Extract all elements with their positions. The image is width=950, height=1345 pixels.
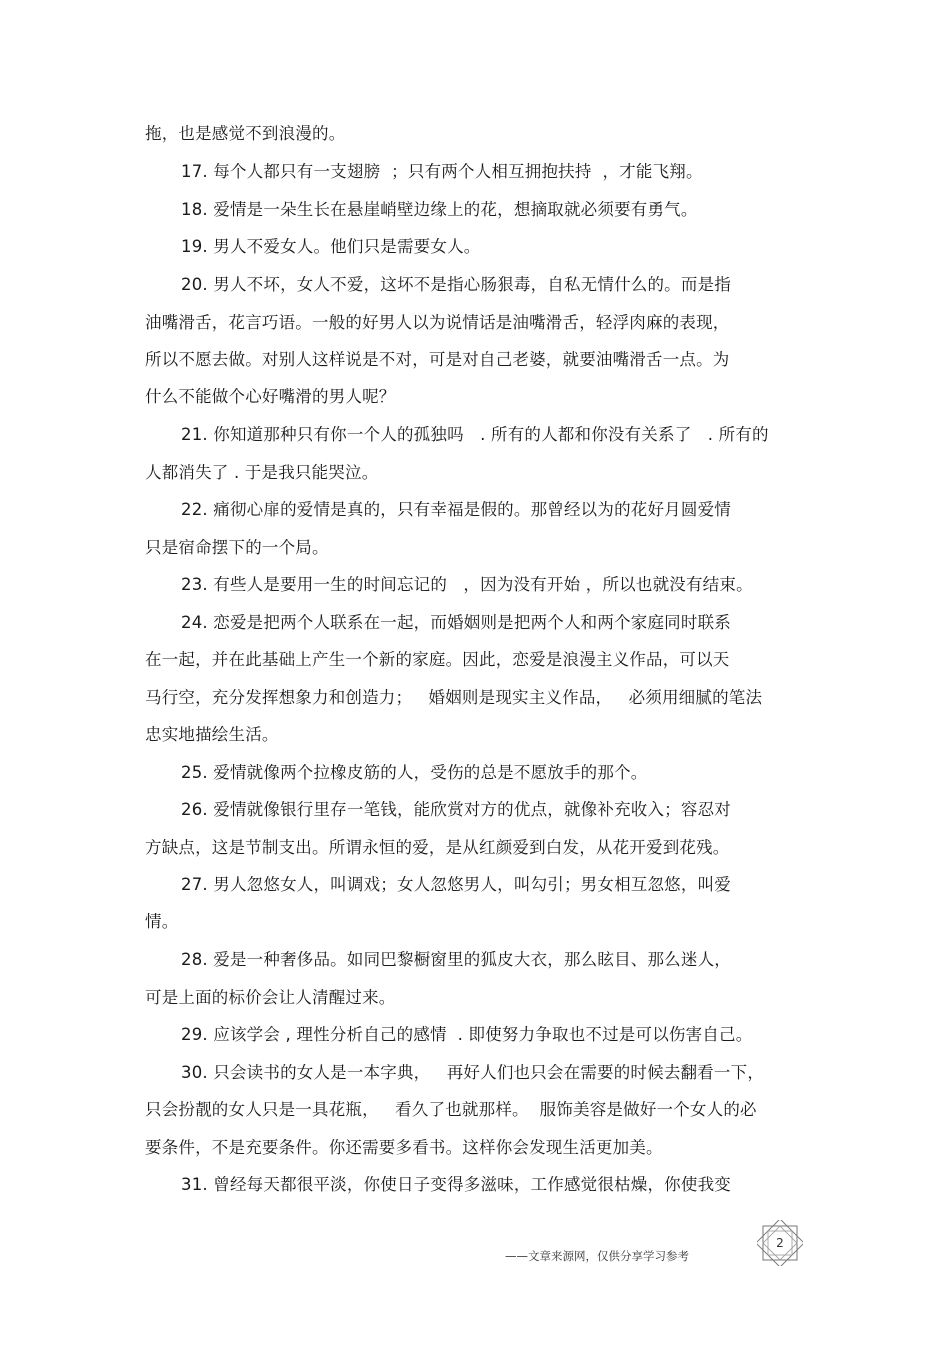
- text-line: 拖，也是感觉不到浪漫的。: [145, 124, 346, 143]
- text-line: 27. 男人忽悠女人，叫调戏；女人忽悠男人，叫勾引；男女相互忽悠，叫爱: [181, 875, 731, 894]
- text-line: 25. 爱情就像两个拉橡皮筋的人，受伤的总是不愿放手的那个。: [181, 763, 648, 782]
- text-line: 只是宿命摆下的一个局。: [145, 538, 329, 557]
- text-line: 21. 你知道那种只有你一个人的孤独吗 . 所有的人都和你没有关系了 . 所有的: [181, 425, 769, 444]
- text-line: 方缺点，这是节制支出。所谓永恒的爱，是从红颜爱到白发，从花开爱到花残。: [145, 838, 730, 857]
- text-line: 可是上面的标价会让人清醒过来。: [145, 988, 396, 1007]
- text-line: 24. 恋爱是把两个人联系在一起，而婚姻则是把两个人和两个家庭同时联系: [181, 613, 731, 632]
- text-line: 什么不能做个心好嘴滑的男人呢？: [145, 387, 396, 406]
- text-line: 31. 曾经每天都很平淡，你使日子变得多滋味，工作感觉很枯燥，你使我变: [181, 1175, 731, 1194]
- text-line: 20. 男人不坏，女人不爱，这坏不是指心肠狠毒，自私无情什么的。而是指: [181, 275, 731, 294]
- text-line: 23. 有些人是要用一生的时间忘记的 ，因为没有开始 ，所以也就没有结束。: [181, 575, 753, 594]
- text-line: 18. 爱情是一朵生长在悬崖峭壁边缘上的花，想摘取就必须要有勇气。: [181, 200, 698, 219]
- text-line: 在一起，并在此基础上产生一个新的家庭。因此，恋爱是浪漫主义作品，可以天: [145, 650, 730, 669]
- text-line: 30. 只会读书的女人是一本字典， 再好人们也只会在需要的时候去翻看一下，: [181, 1063, 765, 1082]
- text-line: 忠实地描绘生活。: [145, 725, 279, 744]
- footer-source-note: ——文章来源网，仅供分享学习参考: [505, 1249, 689, 1263]
- page-number-badge: [757, 1220, 803, 1266]
- text-line: 马行空，充分发挥想象力和创造力； 婚姻则是现实主义作品， 必须用细腻的笔法: [145, 688, 763, 707]
- text-line: 所以不愿去做。对别人这样说是不对，可是对自己老婆，就要油嘴滑舌一点。为: [145, 350, 730, 369]
- text-line: 要条件，不是充要条件。你还需要多看书。这样你会发现生活更加美。: [145, 1138, 663, 1157]
- text-line: 情。: [145, 912, 179, 931]
- text-line: 17. 每个人都只有一支翅膀 ；只有两个人相互拥抱扶持 ，才能飞翔。: [181, 162, 703, 181]
- text-line: 19. 男人不爱女人。他们只是需要女人。: [181, 237, 481, 256]
- text-line: 26. 爱情就像银行里存一笔钱，能欣赏对方的优点，就像补充收入；容忍对: [181, 800, 731, 819]
- text-line: 油嘴滑舌，花言巧语。一般的好男人以为说情话是油嘴滑舌，轻浮肉麻的表现，: [145, 313, 730, 332]
- text-line: 只会扮靓的女人只是一具花瓶， 看久了也就那样。 服饰美容是做好一个女人的必: [145, 1100, 757, 1119]
- text-line: 22. 痛彻心扉的爱情是真的，只有幸福是假的。那曾经以为的花好月圆爱情: [181, 500, 731, 519]
- text-line: 28. 爱是一种奢侈品。如同巴黎橱窗里的狐皮大衣，那么眩目、那么迷人，: [181, 950, 731, 969]
- text-line: 29. 应该学会 , 理性分析自己的感情 . 即使努力争取也不过是可以伤害自己。: [181, 1025, 753, 1044]
- text-line: 人都消失了 . 于是我只能哭泣。: [145, 463, 379, 482]
- page-number: 2: [776, 1236, 784, 1250]
